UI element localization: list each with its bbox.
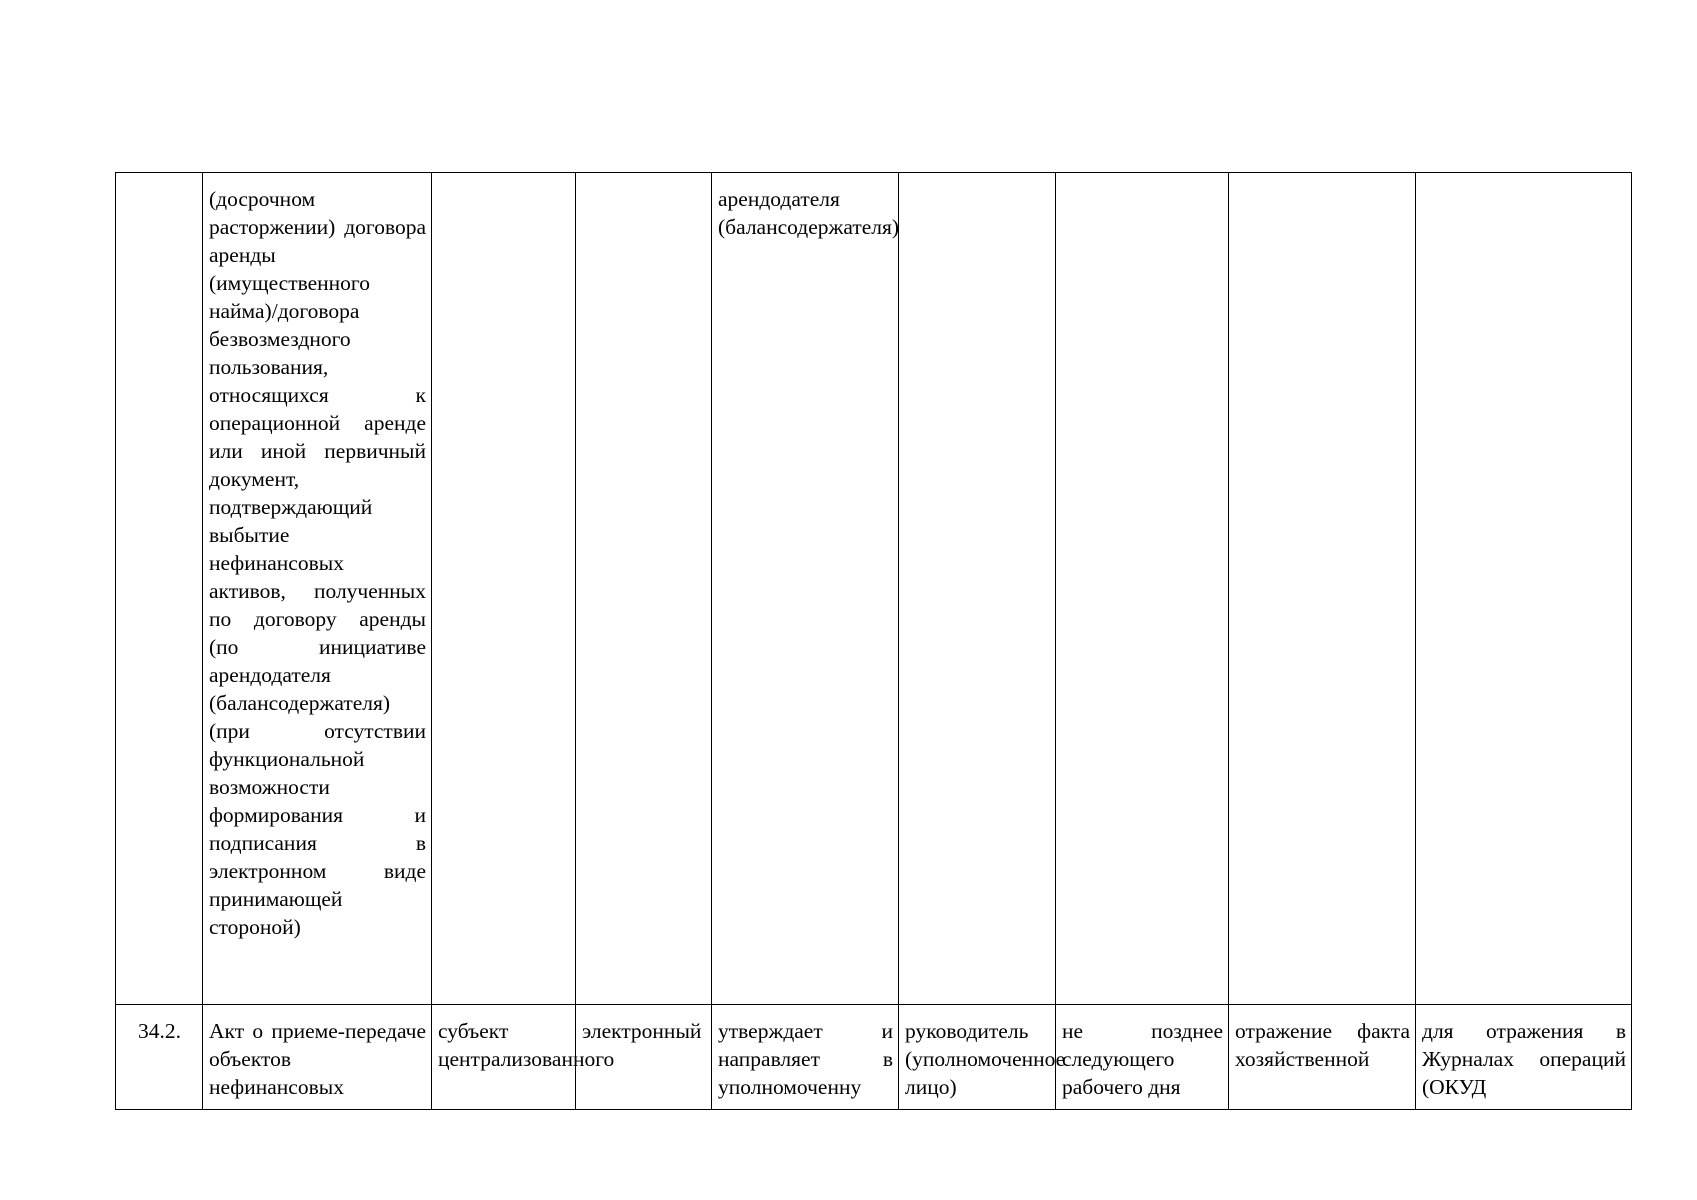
deadline-cell — [1056, 173, 1229, 1005]
table-row — [116, 173, 1632, 1005]
signer-cell: руководитель (уполномоченное лицо) — [899, 1005, 1056, 1110]
row-number-cell: 34.2. — [116, 1005, 203, 1110]
responsible-cell — [432, 173, 576, 1005]
purpose-cell — [1229, 173, 1416, 1005]
usage-cell — [1416, 173, 1632, 1005]
form-cell — [576, 173, 712, 1005]
action-cell: арендодателя (балансодержателя) — [712, 173, 899, 1005]
row-number-cell — [116, 173, 203, 1005]
table-row — [116, 1005, 1632, 1110]
action-cell: утверждает и направляет в уполномоченну — [712, 1005, 899, 1110]
responsible-cell: субъект централизованного — [432, 1005, 576, 1110]
document-name-cell: Акт о приеме-передаче объектов нефинансовых — [203, 1005, 432, 1110]
form-cell: электронный — [576, 1005, 712, 1110]
purpose-cell: отражение факта хозяйственной — [1229, 1005, 1416, 1110]
document-name-cell: (досрочном расторжении) договора аренды (имущественного найма)/договора безвозмездного пользования, относящихся к операционной аренде или иной первичный документ, подтверждающий выбытие нефинансовых активов, полученных по договору аренды (по инициативе арендодателя (балансодержателя) (при отсутствии функциональной возможности формирования и подписания в электронном виде принимающей стороной) — [203, 173, 432, 1005]
signer-cell — [899, 173, 1056, 1005]
document-table — [115, 172, 1632, 1110]
usage-cell: для отражения в Журналах операций (ОКУД — [1416, 1005, 1632, 1110]
deadline-cell: не позднее следующего рабочего дня — [1056, 1005, 1229, 1110]
